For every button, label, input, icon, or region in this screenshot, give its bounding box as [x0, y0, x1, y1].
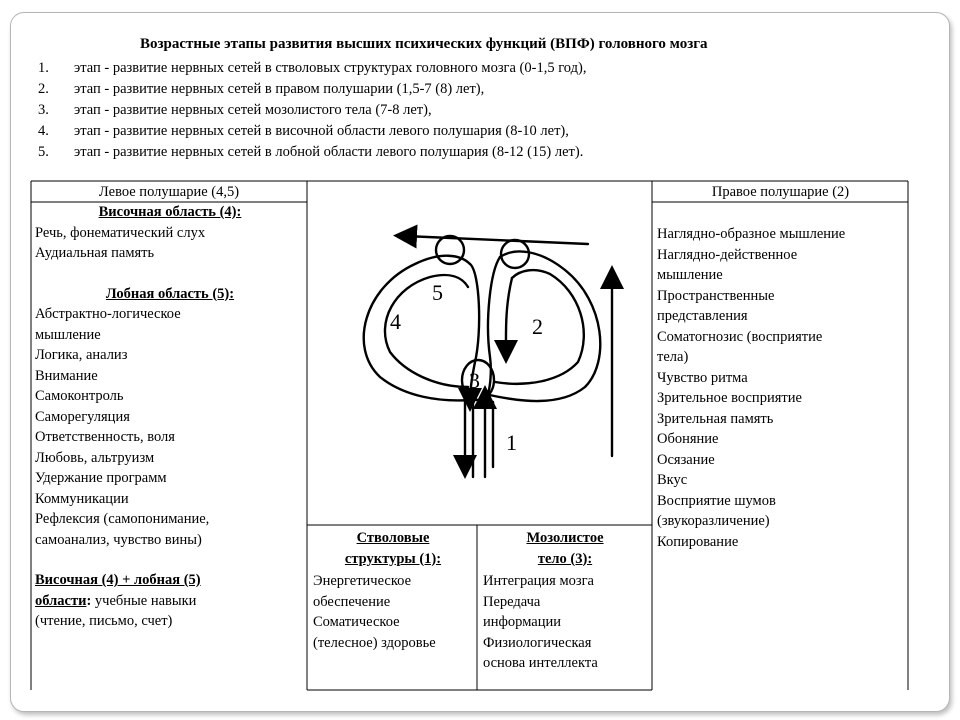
list-item: Восприятие шумов	[657, 492, 776, 509]
list-item: Передача	[483, 593, 541, 610]
list-item: основа интеллекта	[483, 655, 598, 671]
list-item: Логика, анализ	[35, 347, 128, 363]
top-arrow	[405, 236, 588, 244]
right-hemisphere-header: Правое полушарие (2)	[711, 184, 850, 200]
list-item: (чтение, письмо, счет)	[35, 613, 173, 629]
list-item: Энергетическое	[313, 573, 412, 589]
stage-item: 2. этап - развитие нервных сетей в правом полушарии (1,5-7 (8) лет),	[38, 81, 485, 97]
list-item: Абстрактно-логическое	[35, 306, 181, 322]
list-item: тела)	[657, 349, 689, 365]
region-5-circle	[436, 236, 464, 264]
stage-item: 1. этап - развитие нервных сетей в стволовых структурах головного мозга (0-1,5 год),	[38, 60, 587, 76]
label-4: 4	[390, 309, 401, 334]
list-item: Интеграция мозга	[483, 573, 594, 589]
combined-title: Височная (4) + лобная (5)	[35, 572, 201, 588]
label-3: 3	[469, 368, 480, 393]
list-item: Любовь, альтруизм	[35, 449, 155, 466]
page-title: Возрастные этапы развития высших психических функций (ВПФ) головного мозга	[140, 36, 708, 52]
brain-diagram	[310, 182, 652, 522]
stage-item: 3. этап - развитие нервных сетей мозолистого тела (7-8 лет),	[38, 102, 432, 118]
list-item: Копирование	[657, 533, 739, 550]
list-item: Вкус	[657, 472, 688, 488]
stem-title: Стволовые структуры (1):	[344, 530, 442, 567]
label-5: 5	[432, 280, 443, 305]
list-item: Наглядно-образное мышление	[657, 226, 846, 242]
list-item: Физиологическая	[483, 634, 592, 651]
combined-line: области: учебные навыки	[35, 592, 197, 609]
list-item: мышление	[35, 326, 101, 343]
list-item: Ответственность, воля	[35, 429, 175, 445]
list-item: (звукоразличение)	[657, 513, 770, 529]
list-item: Речь, фонематический слух	[35, 224, 206, 241]
corpus-callosum-cell	[480, 528, 650, 674]
list-item: Рефлексия (самопонимание,	[35, 511, 210, 527]
list-item: Пространственные	[657, 287, 775, 304]
list-item: самоанализ, чувство вины)	[35, 531, 202, 548]
list-item: Зрительная память	[657, 410, 774, 427]
list-item: Самоконтроль	[35, 388, 124, 404]
right-hemisphere-cell	[657, 224, 907, 552]
corpus-title: Мозолистое тело (3):	[526, 530, 604, 567]
list-item: Удержание программ	[35, 470, 167, 486]
list-item: Саморегуляция	[35, 408, 130, 425]
list-item: Аудиальная память	[35, 245, 155, 261]
left-hemisphere-header: Левое полушарие (4,5)	[98, 184, 240, 200]
temporal-title: Височная область (4):	[98, 204, 242, 220]
list-item: Чувство ритма	[657, 369, 748, 386]
list-item: Коммуникации	[35, 490, 129, 507]
stage-item: 5. этап - развитие нервных сетей в лобной области левого полушария (8-12 (15) лет).	[38, 144, 584, 160]
list-item: (телесное) здоровье	[313, 634, 436, 651]
left-hemisphere-cell	[35, 202, 305, 632]
list-item: Осязание	[657, 451, 715, 468]
list-item: Внимание	[35, 367, 98, 384]
list-item: Соматогнозис (восприятие	[657, 328, 823, 345]
list-item: Соматическое	[313, 614, 400, 630]
right-loop-arrow	[506, 278, 512, 352]
list-item: обеспечение	[313, 593, 391, 610]
stem-structures-cell	[310, 528, 476, 653]
list-item: Наглядно-действенное	[657, 246, 798, 263]
frontal-title: Лобная область (5):	[105, 285, 235, 302]
list-item: Обоняние	[657, 431, 719, 447]
list-item: Зрительное восприятие	[657, 390, 802, 406]
list-item: представления	[657, 308, 748, 324]
label-2: 2	[532, 314, 543, 339]
stage-item: 4. этап - развитие нервных сетей в височной области левого полушария (8-10 лет),	[38, 123, 569, 139]
label-1: 1	[506, 430, 517, 455]
list-item: мышление	[657, 267, 723, 283]
list-item: информации	[483, 614, 561, 630]
